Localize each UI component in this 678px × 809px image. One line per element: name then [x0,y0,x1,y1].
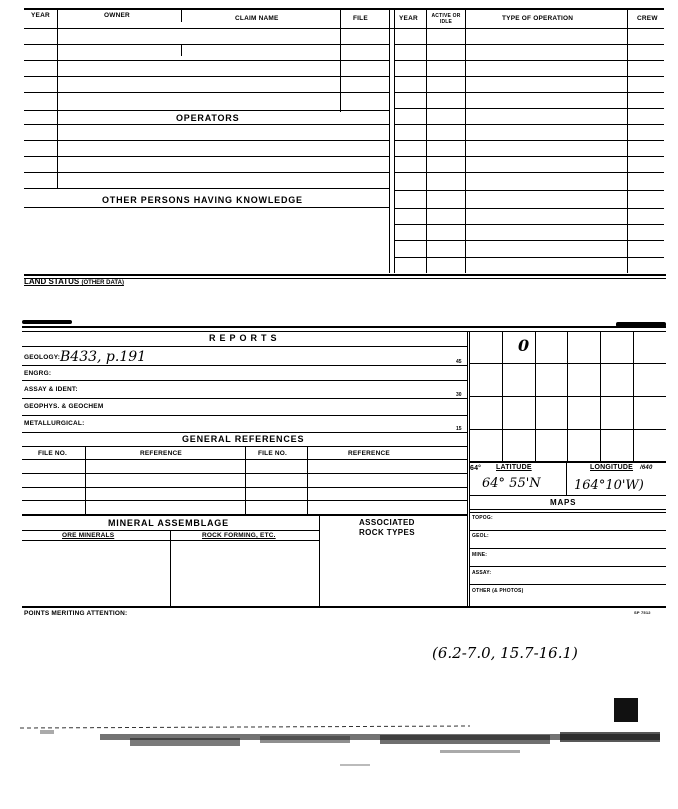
header-type-of-operation: TYPE OF OPERATION [502,15,574,22]
report-row-assay-label: ASSAY & IDENT: [24,386,78,393]
gen-ref-header-file-no-2: FILE NO. [258,450,288,457]
header-year-2: YEAR [399,15,418,22]
report-row-geophys-label: GEOPHYS. & GEOCHEM [24,403,104,410]
points-meriting-attention: POINTS MERITING ATTENTION: [24,610,128,617]
handwritten-annotation: (6.2-7.0, 15.7-16.1) [432,644,578,662]
gen-ref-header-reference-2: REFERENCE [348,450,390,457]
form-number: SP 7512 [634,610,651,615]
gen-ref-header-file-no-1: FILE NO. [38,450,68,457]
maps-row-topog: TOPOG: [472,515,493,521]
ore-minerals-label: ORE MINERALS [62,532,115,539]
latitude-label: LATITUDE [496,464,532,471]
longitude-label: LONGITUDE [590,464,634,471]
header-year: YEAR [31,12,50,19]
report-row-geology-num: 45 [456,359,462,365]
land-status-label: LAND STATUS [24,277,80,286]
report-row-assay-num: 30 [456,392,462,398]
longitude-value: 164°10'W) [574,478,644,493]
maps-row-mine: MINE: [472,552,488,558]
maps-row-geol: GEOL: [472,533,489,539]
report-row-geology-value: B433, p.191 [60,349,147,365]
longitude-suffix: /640 [640,465,653,471]
reports-title: REPORTS [209,333,281,343]
maps-title: MAPS [550,498,577,507]
header-claim-name: CLAIM NAME [235,15,279,22]
operators-label: OPERATORS [176,113,240,123]
header-owner: OWNER [104,12,130,19]
mineral-assemblage-title: MINERAL ASSEMBLAGE [108,518,229,528]
land-status-sub: (OTHER DATA) [81,280,124,286]
report-row-engrg-label: ENGRG: [24,370,52,377]
rock-forming-label: ROCK FORMING, ETC. [202,532,276,539]
grid-marker: 0 [518,336,530,355]
report-row-metallurgical-label: METALLURGICAL: [24,420,85,427]
rock-types-label: ROCK TYPES [359,528,416,537]
maps-row-assay: ASSAY: [472,570,492,576]
scan-noise [0,720,678,780]
header-active-or-idle: ACTIVE OR IDLE [431,13,461,25]
report-row-geology-label: GEOLOGY: [24,354,61,361]
gen-ref-header-reference-1: REFERENCE [140,450,182,457]
general-references-title: GENERAL REFERENCES [182,434,305,444]
latitude-value: 64° 55'N [482,476,541,491]
latitude-prefix: 64° [470,465,482,472]
other-persons-label: OTHER PERSONS HAVING KNOWLEDGE [102,195,303,205]
report-row-metallurgical-num: 15 [456,426,462,432]
header-file: FILE [353,15,368,22]
maps-row-other: OTHER (& PHOTOS) [472,588,524,594]
header-crew: CREW [637,15,658,22]
associated-label: ASSOCIATED [359,518,415,527]
